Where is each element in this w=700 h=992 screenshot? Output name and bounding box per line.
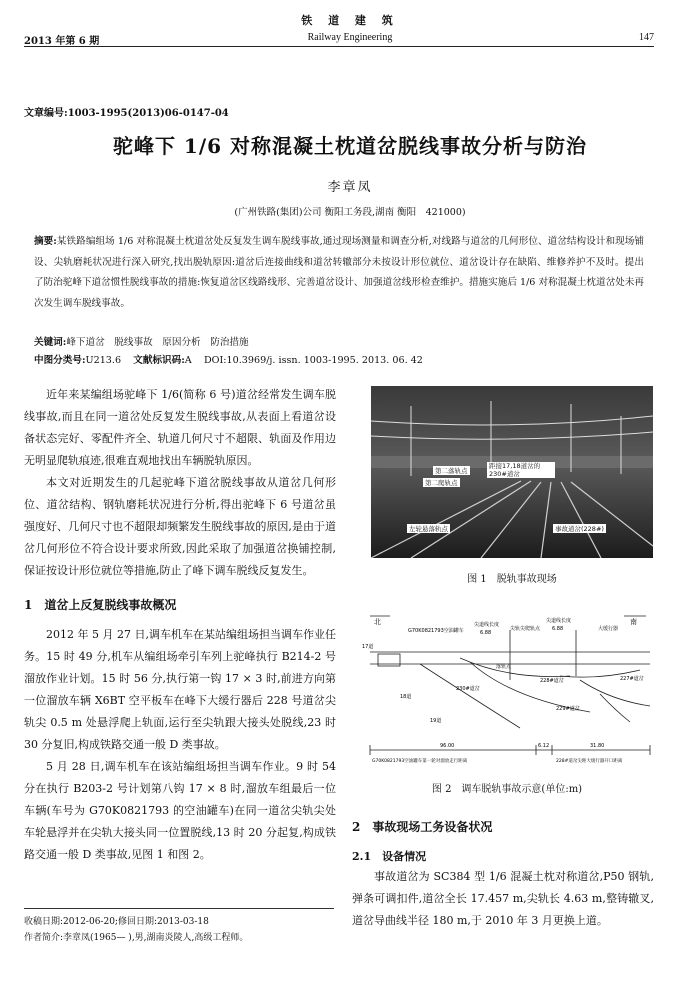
header-rule <box>24 46 654 47</box>
paragraph-intro-2: 本文对近期发生的几起驼峰下道岔脱线事故从道岔几何形位、道岔结构、钢轨磨耗状况进行分析,得出驼峰下 6 号道岔虽强度好、几何尺寸也不超限却频繁发生脱线事故的原因,是由于道岔几何形位不符合设计要求所致,因此采取了加强道岔换铺控制,保证按设计形位就位等措施,防止了峰下调车脱线反复发生。 <box>24 476 336 577</box>
label-retarder: 大缓行器 <box>598 626 619 632</box>
north-label: 北 <box>374 618 381 626</box>
label-switch-229: 229#道岔 <box>556 706 580 712</box>
label-track-17: 17道 <box>362 644 374 650</box>
diagram-drawing <box>360 610 654 765</box>
paper-title: 驼峰下 1/6 对称混凝土枕道岔脱线事故分析与防治 <box>112 134 588 158</box>
label-left-wheel-fall: 左轮悬落轨点 <box>409 525 448 533</box>
figure2-caption: 图 2 调车脱轨事故示意(单位:m) <box>431 784 583 795</box>
right-column <box>352 816 654 932</box>
paragraph-section2-1: 事故道岔为 SC384 型 1/6 混凝土枕对称道岔,P50 钢轨,弹条可调扣件,道岔全长 17.457 m,尖轨长 4.63 m,整铸辙叉,道岔导曲线半径 180 m,于 2010 年 3 月更换上道。 <box>352 870 654 927</box>
affiliation: (广州铁路(集团)公司 衡阳工务段,湖南 衡阳 421000) <box>234 207 466 218</box>
label-second-climb-point: 第二爬轨点 <box>425 479 458 487</box>
page-number: 147 <box>639 32 654 43</box>
doi: DOI:10.3969/j. issn. 1003-1995. 2013. 06. 42 <box>203 355 423 366</box>
dimension-1-label: G70K0821793空油罐车第一轮对溜放走行距离 <box>372 759 468 764</box>
dimension-1: 96.00 <box>440 743 455 749</box>
section-heading-2-1: 2.1 设备情况 <box>352 850 427 863</box>
abstract-label: 摘要: <box>34 236 57 247</box>
accident-scene-photo <box>371 386 653 558</box>
article-number: 文章编号:1003-1995(2013)06-0147-04 <box>24 108 229 119</box>
doc-code-value: A <box>184 355 192 366</box>
figure1-caption: 图 1 脱轨事故现场 <box>467 574 557 585</box>
clc-label: 中图分类号: <box>34 355 86 366</box>
doc-code-label: 文献标识码: <box>133 355 185 366</box>
label-switch-228: 228#道岔 <box>540 678 564 684</box>
left-column <box>24 384 336 866</box>
dimension-3: 31.80 <box>590 743 605 749</box>
label-second-fall-point: 第二落轨点 <box>435 467 468 475</box>
derailment-diagram <box>360 610 654 765</box>
author-name: 李章凤 <box>327 180 373 195</box>
section-heading-2: 2 事故现场工务设备状况 <box>352 820 493 834</box>
label-tank-car: G70K0821793空油罐车 <box>408 628 464 634</box>
south-label: 南 <box>630 618 637 626</box>
issue-label: 2013 年第 6 期 <box>24 36 100 47</box>
footnote-author-bio: 作者简介:李章凤(1965— ),男,湖南炎陵人,高级工程师。 <box>24 933 249 943</box>
label-track-18: 18道 <box>400 694 412 700</box>
footnote-rule <box>24 908 334 909</box>
footnote-received: 收稿日期:2012-06-20;修回日期:2013-03-18 <box>24 917 209 927</box>
dimension-3-label: 228#道岔尖距大缓行器开口距离 <box>556 759 623 764</box>
keywords-text: 峰下道岔 脱线事故 原因分析 防治措施 <box>66 337 249 348</box>
label-switch-227: 227#道岔 <box>620 676 644 682</box>
classification <box>34 352 644 366</box>
label-track-19: 19道 <box>430 718 442 724</box>
label-climb-point: 尖轨尖爬轨点 <box>510 626 541 632</box>
clc-value: U213.6 <box>85 355 122 366</box>
keywords-label: 关键词: <box>34 337 67 348</box>
paragraph-intro-1: 近年来某编组场驼峰下 1/6(简称 6 号)道岔经常发生调车脱线事故,而且在同一道岔处反复发生脱线事故,从表面上看道岔设备状态完好、零配件齐全、轨道几何尺寸不超限、轨面及作用边无明显爬轨痕迹,很难直观地找出车辆脱轨原因。 <box>24 388 336 467</box>
journal-name-en: Railway Engineering <box>307 32 393 43</box>
abstract <box>34 232 644 314</box>
label-switch-230: 230#道岔 <box>456 686 480 692</box>
label-length-2-value: 6.88 <box>552 626 564 632</box>
dimension-2: 6.12 <box>538 743 550 749</box>
label-accident-switch-228: 事故道岔(228#) <box>555 525 604 533</box>
paragraph-section1-1: 2012 年 5 月 27 日,调车机车在某站编组场担当调车作业任务。15 时 49 分,机车从编组场牵引车列上驼峰执行 B214-2 号溜放作业计划。15 时 56 分,执行第一钩 17 × 3 时,前进方向第一位溜放车辆 X6BT 空平板车在峰下大缓行器后 228 号道岔尖轨尖 0.5 m 处悬浮爬上轨面,运行至尖轨跟大接头处脱线,23 时 30 分复旧,构成铁路交通一般 D 类事故。 <box>24 628 336 751</box>
label-length-2: 尖道线长度 <box>546 618 572 624</box>
label-length-1-value: 6.88 <box>480 630 492 636</box>
label-switch-230: 距接17,18道岔的230#道岔 <box>487 462 555 478</box>
journal-name-cn: 铁 道 建 筑 <box>301 14 399 27</box>
abstract-text: 某铁路编组场 1/6 对称混凝土枕道岔处反复发生调车脱线事故,通过现场测量和调查分析,对线路与道岔的几何形位、道岔结构设计和现场铺设、尖轨磨耗状况进行深入研究,找出脱轨原因:道岔后连接曲线和道岔转辙部分未按设计形位就位、道岔设计存在缺陷、维修养护不及时。提出了防治驼峰下道岔惯性脱线事故的措施:恢复道岔区线路线形、完善道岔设计、加强道岔线形检查维护。措施实施后 1/6 对称混凝土枕道岔处未再次发生调车脱线事故。 <box>34 236 645 309</box>
label-fall-point: 落轨点 <box>496 664 512 670</box>
keywords <box>34 334 644 348</box>
section-heading-1: 1 道岔上反复脱线事故概况 <box>24 598 177 612</box>
paragraph-section1-2: 5 月 28 日,调车机车在该站编组场担当调车作业。9 时 54 分在执行 B203-2 号计划第八钩 17 × 8 时,溜放车组最后一位车辆(车号为 G70K0821793 的空油罐车)在同一道岔尖轨尖处车轮悬浮并在尖轨大接头同一位置脱线,13 时 20 分起复,构成铁路交通一般 D 类事故,见图 1 和图 2。 <box>24 760 336 861</box>
label-length-1: 尖道线长度 <box>474 622 500 628</box>
